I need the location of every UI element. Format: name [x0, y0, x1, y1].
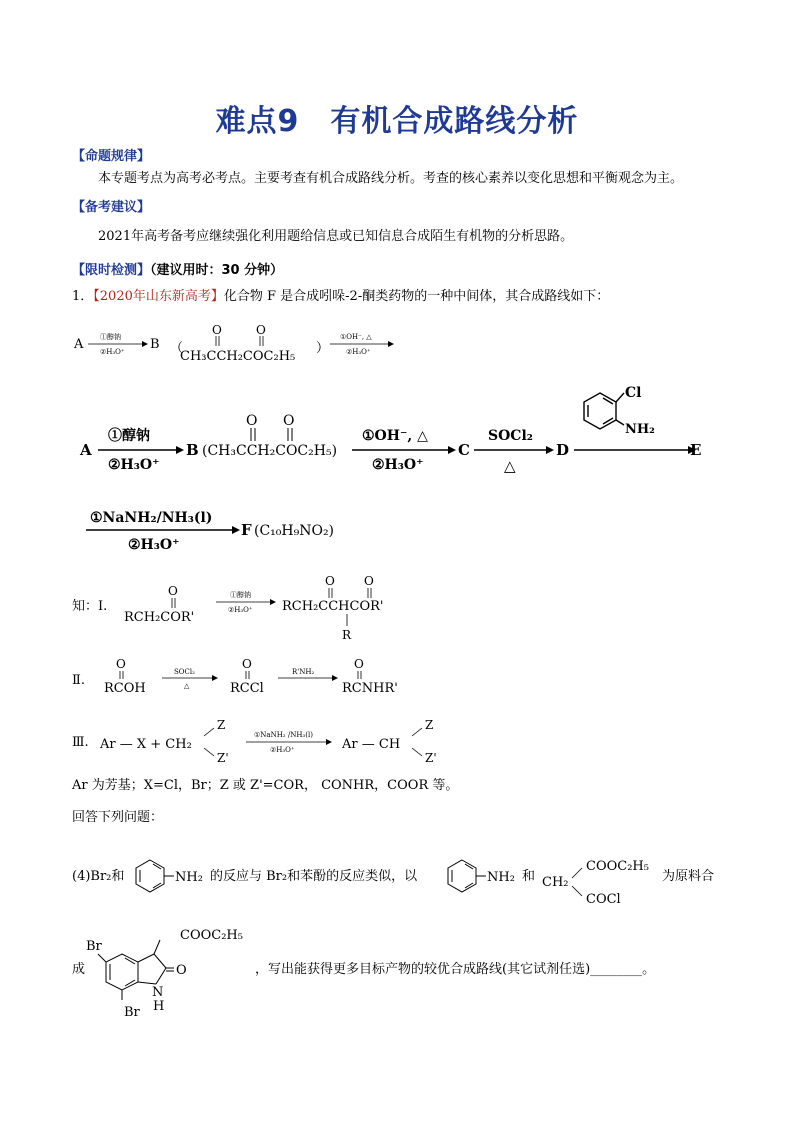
known-r2-top2: R'NH₂: [292, 668, 315, 676]
route-small-arrowhead-2: [388, 341, 394, 347]
route-large-s2-top: ①OH⁻, △: [362, 428, 428, 444]
q4-cocl: COCl: [586, 892, 621, 907]
route-large-s1-bot: ②H₃O⁺: [108, 457, 160, 473]
q4-br-2: Br: [124, 1005, 140, 1020]
route-small-a: A: [74, 337, 84, 352]
known-r3-bot: ②H₃O⁺: [270, 746, 295, 754]
known-r2-c: RCNHR': [342, 681, 398, 696]
route-large-f-formula: (C₁₀H₉NO₂): [254, 523, 335, 539]
route-large: [76, 385, 716, 560]
route-large-a: A: [80, 441, 92, 459]
route-small-b: B: [150, 337, 160, 352]
aniline-structure-2: [448, 860, 486, 892]
known-r1-r: R: [342, 628, 352, 642]
known-r3-z1: Z: [217, 718, 226, 732]
route-small-step1-top: ①醇钠: [100, 333, 121, 341]
known-r3-right: Ar — CH: [342, 737, 401, 752]
route-large-b: B: [186, 441, 199, 459]
section-label-test: 【限时检测】: [72, 263, 151, 278]
known-reaction-1: [70, 568, 430, 646]
route-large-cl: Cl: [625, 385, 642, 401]
q4-cooc2h5: COOC₂H₅: [586, 859, 649, 874]
known-lead: 知：Ⅰ.: [72, 599, 108, 614]
question-number: 1．: [72, 289, 94, 304]
route-large-s3-bot: △: [504, 457, 516, 475]
q4-p1: (4)Br₂和: [72, 869, 125, 884]
q4-p2: 的反应与 Br₂和苯酚的反应类似，以: [210, 869, 418, 884]
note-text: Ar 为芳基；X=Cl，Br；Z 或 Z'=COR， CONHR，COOR 等。: [72, 778, 459, 793]
route-large-nh2: NH₂: [625, 422, 655, 437]
known-r2-a: RCOH: [104, 681, 146, 696]
question-source: 【2020年山东新高考】: [93, 289, 224, 304]
route-large-s1-top: ①醇钠: [108, 428, 150, 444]
q4-nh2-1: NH₂: [175, 870, 203, 885]
known-reaction-2: [70, 650, 430, 700]
known-r3-z2: Z: [425, 718, 434, 732]
known-r1-o2: O: [325, 574, 335, 588]
known-r2-o2: O: [242, 657, 252, 671]
question-stem: [72, 288, 732, 306]
section-label-pattern: 【命题规律】: [72, 149, 151, 164]
pattern-text: 本专题考点为高考必考点。主要考查有机合成路线分析。考查的核心素养以变化思想和平衡观念为主。: [98, 171, 684, 186]
known-r1-right: RCH₂CCHCOR': [282, 599, 384, 614]
known-r3-top: ①NaNH₂ /NH₃(l): [254, 731, 313, 739]
q4-p3: 和: [522, 869, 536, 884]
known-r1-o3: O: [364, 574, 374, 588]
route-large-o1: O: [246, 413, 258, 429]
q4-ch2: CH₂: [542, 875, 569, 890]
route-large-formula: (CH₃CCH₂COC₂H₅): [202, 443, 338, 459]
route-large-c: C: [458, 441, 470, 459]
route-small-arrowhead-1: [142, 341, 148, 347]
known-r2-top1: SOCl₂: [174, 668, 195, 676]
question-4-target: [70, 920, 730, 1020]
route-large-s4-top: ①NaNH₂/NH₃(l): [90, 510, 213, 526]
route-small-o1: O: [212, 323, 222, 337]
route-large-s2-bot: ②H₃O⁺: [372, 457, 424, 473]
known-r1-top: ①醇钠: [230, 591, 251, 599]
route-small-o2: O: [256, 323, 266, 337]
known-r3-zp1: Z': [217, 751, 229, 765]
answer-prompt: 回答下列问题：: [72, 810, 164, 825]
route-small-paren-open: （: [170, 341, 184, 356]
known-ii-label: Ⅱ.: [72, 673, 85, 688]
q4-nh2-2: NH₂: [487, 870, 515, 885]
known-r2-b: RCCl: [230, 681, 264, 696]
q4-br-1: Br: [86, 939, 102, 954]
test-line: [72, 259, 283, 278]
test-time: （建议用时：30 分钟）: [150, 263, 284, 278]
known-r1-bot: ②H₃O⁺: [228, 606, 253, 614]
question-text: 化合物 F 是合成吲哚-2-酮类药物的一种中间体，其合成路线如下：: [223, 289, 610, 304]
route-small-step1-bot: ②H₃O⁺: [100, 348, 125, 356]
advice-text: 2021年高考备考应继续强化利用题给信息或已知信息合成陌生有机物的分析思路。: [98, 229, 574, 244]
route-small-paren-close: ）: [316, 341, 330, 356]
q4-p6: ，写出能获得更多目标产物的较优合成路线(其它试剂任选)________。: [255, 962, 656, 977]
q4-target-h: H: [153, 999, 165, 1014]
route-small-formula: CH₃CCH₂COC₂H₅: [180, 349, 296, 364]
question-4-line: [70, 848, 730, 914]
route-large-f: F: [241, 521, 252, 539]
q4-target-cooc2h5: COOC₂H₅: [180, 928, 243, 943]
known-reaction-3: [70, 712, 460, 766]
known-r1-left: RCH₂COR': [124, 610, 195, 625]
q4-p5: 成: [72, 962, 86, 977]
q4-p4: 为原料合: [662, 869, 715, 884]
route-large-s3-top: SOCl₂: [488, 428, 533, 444]
route-small-step2-bot: ②H₃O⁺: [346, 348, 371, 356]
known-r3-zp2: Z': [425, 751, 437, 765]
page-title: 难点9 有机合成路线分析: [215, 104, 579, 139]
route-large-d: D: [556, 441, 570, 459]
route-large-e: E: [690, 441, 702, 459]
known-r2-bot1: △: [184, 682, 190, 690]
route-large-s4-bot: ②H₃O⁺: [128, 537, 180, 553]
route-small-step2-top: ①OH⁻, △: [340, 333, 372, 341]
known-r1-o: O: [168, 584, 178, 598]
aniline-structure-1: [136, 860, 174, 892]
route-small: [70, 318, 410, 368]
known-r3-left: Ar — X + CH₂: [100, 737, 192, 752]
route-large-o2: O: [283, 413, 295, 429]
known-r2-o1: O: [116, 657, 126, 671]
known-iii-label: Ⅲ.: [72, 735, 89, 750]
section-label-advice: 【备考建议】: [72, 200, 151, 215]
known-r2-o3: O: [354, 657, 364, 671]
q4-target-n: N: [152, 985, 164, 1000]
q4-target-o: O: [176, 963, 187, 978]
chloroaniline-structure: [584, 393, 624, 429]
